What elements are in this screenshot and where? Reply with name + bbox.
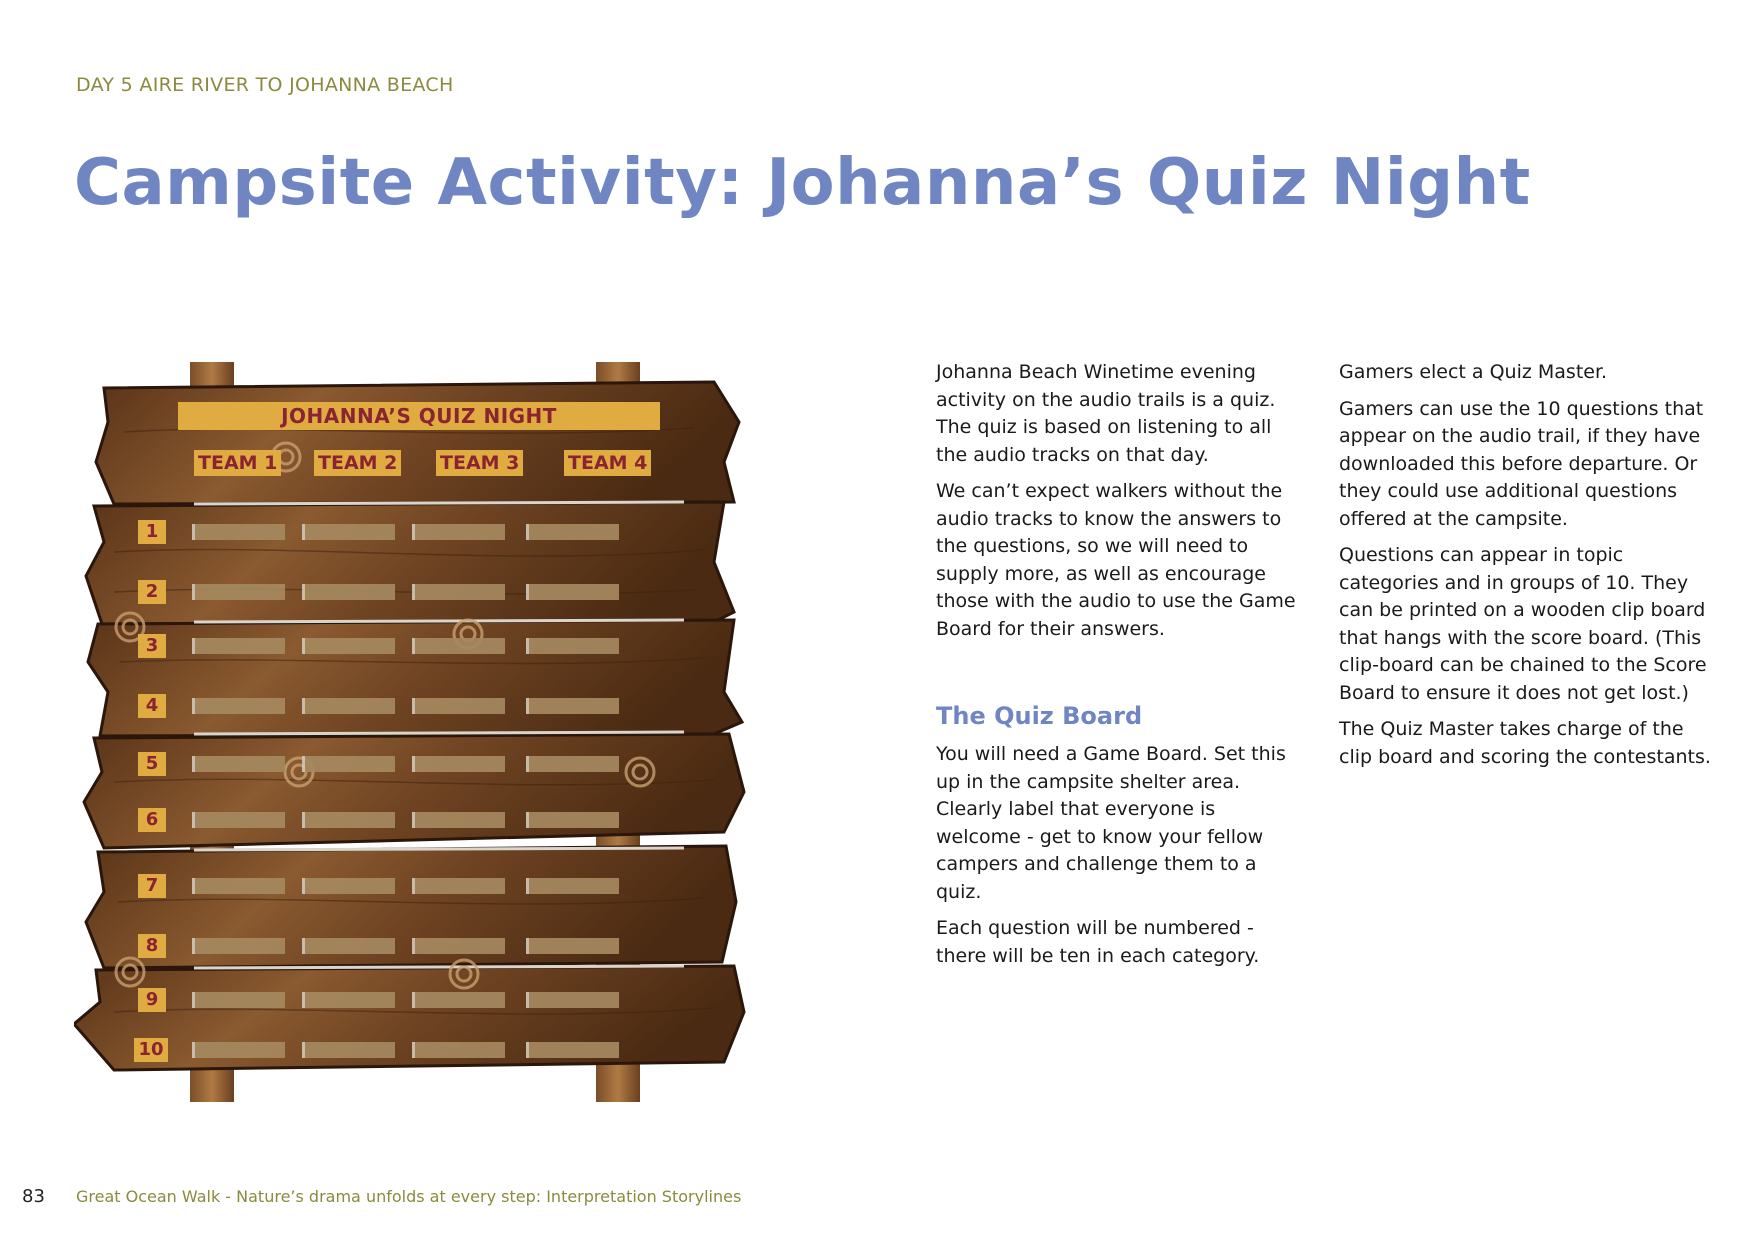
- answer-slot: [302, 1042, 395, 1058]
- team-3-label: TEAM 3: [436, 450, 523, 476]
- row-number-9: 9: [138, 988, 166, 1012]
- row-number-4: 4: [138, 694, 166, 718]
- answer-slot: [526, 812, 619, 828]
- answer-slot: [526, 584, 619, 600]
- quiz-master-paragraph: Gamers elect a Quiz Master.: [1339, 361, 1608, 383]
- column-two: [1339, 359, 1719, 780]
- answer-slot: [192, 1042, 285, 1058]
- quiz-board-illustration: [74, 362, 754, 1102]
- answer-slot: [412, 812, 505, 828]
- answer-slot: [302, 992, 395, 1008]
- answer-slot: [302, 524, 395, 540]
- answer-slot: [192, 638, 285, 654]
- answer-slot: [526, 638, 619, 654]
- answer-slot: [412, 938, 505, 954]
- game-board-paragraph: You will need a Game Board. Set this up in the campsite shelter area. Clearly label that everyone is welcome - get to know your fellow campers and challenge them to a quiz.: [936, 743, 1286, 903]
- answer-slot: [412, 524, 505, 540]
- row-number-8: 8: [138, 934, 166, 958]
- answer-slot: [192, 992, 285, 1008]
- row-number-10: 10: [134, 1038, 168, 1062]
- answer-slot: [302, 812, 395, 828]
- answer-slot: [412, 992, 505, 1008]
- answer-slot: [302, 878, 395, 894]
- answer-slot: [302, 938, 395, 954]
- team-4-label: TEAM 4: [564, 450, 651, 476]
- row-number-2: 2: [138, 580, 166, 604]
- answer-slot: [302, 638, 395, 654]
- answer-slot: [526, 938, 619, 954]
- team-2-label: TEAM 2: [314, 450, 401, 476]
- audio-questions-paragraph: Gamers can use the 10 questions that appear on the audio trail, if they have downloaded this before departure. Or they could use additional questions offered at the campsite.: [1339, 397, 1704, 530]
- answer-slot: [192, 584, 285, 600]
- answer-slot: [526, 524, 619, 540]
- answer-slot: [526, 1042, 619, 1058]
- section-kicker: DAY 5 AIRE RIVER TO JOHANNA BEACH: [76, 74, 454, 96]
- answer-slot: [412, 698, 505, 714]
- answer-slot: [302, 698, 395, 714]
- scoring-paragraph: The Quiz Master takes charge of the clip board and scoring the contestants.: [1339, 718, 1711, 768]
- column-one: [936, 359, 1296, 979]
- answer-slot: [192, 524, 285, 540]
- answer-slot: [192, 756, 285, 772]
- footer-title: Great Ocean Walk - Nature’s drama unfolds at every step: Interpretation Storylines: [76, 1187, 742, 1206]
- row-number-3: 3: [138, 634, 166, 658]
- row-number-5: 5: [138, 752, 166, 776]
- answer-slot: [192, 878, 285, 894]
- row-number-6: 6: [138, 808, 166, 832]
- row-number-1: 1: [138, 520, 166, 544]
- answer-slot: [526, 756, 619, 772]
- team-1-label: TEAM 1: [194, 450, 281, 476]
- answer-slot: [192, 698, 285, 714]
- answer-slot: [302, 584, 395, 600]
- answer-slot: [412, 878, 505, 894]
- answer-slot: [526, 698, 619, 714]
- topic-categories-paragraph: Questions can appear in topic categories and in groups of 10. They can be printed on a wooden clip board that hangs with the score board. (This clip-board can be chained to the Score Board to ensure it does not get lost.): [1339, 544, 1707, 704]
- answer-slot: [526, 878, 619, 894]
- answer-slot: [192, 812, 285, 828]
- answer-slot: [412, 1042, 505, 1058]
- numbering-paragraph: Each question will be numbered - there will be ten in each category.: [936, 917, 1260, 967]
- answer-slot: [412, 756, 505, 772]
- wooden-board-graphic: [74, 362, 754, 1102]
- answer-slot: [412, 584, 505, 600]
- answer-slot: [412, 638, 505, 654]
- quiz-board-heading: The Quiz Board: [936, 702, 1143, 730]
- answer-slot: [526, 992, 619, 1008]
- board-title: JOHANNA’S QUIZ NIGHT: [178, 402, 660, 430]
- answer-slot: [302, 756, 395, 772]
- answer-slot: [192, 938, 285, 954]
- audio-paragraph: We can’t expect walkers without the audio tracks to know the answers to the questions, so we will need to supply more, as well as encourage those with the audio to use the Game Board for their answers.: [936, 480, 1296, 640]
- row-number-7: 7: [138, 874, 166, 898]
- intro-paragraph: Johanna Beach Winetime evening activity on the audio trails is a quiz. The quiz is based on listening to all the audio tracks on that day.: [936, 361, 1276, 466]
- page-title: Campsite Activity: Johanna’s Quiz Night: [74, 146, 1531, 220]
- page-number: 83: [22, 1186, 45, 1207]
